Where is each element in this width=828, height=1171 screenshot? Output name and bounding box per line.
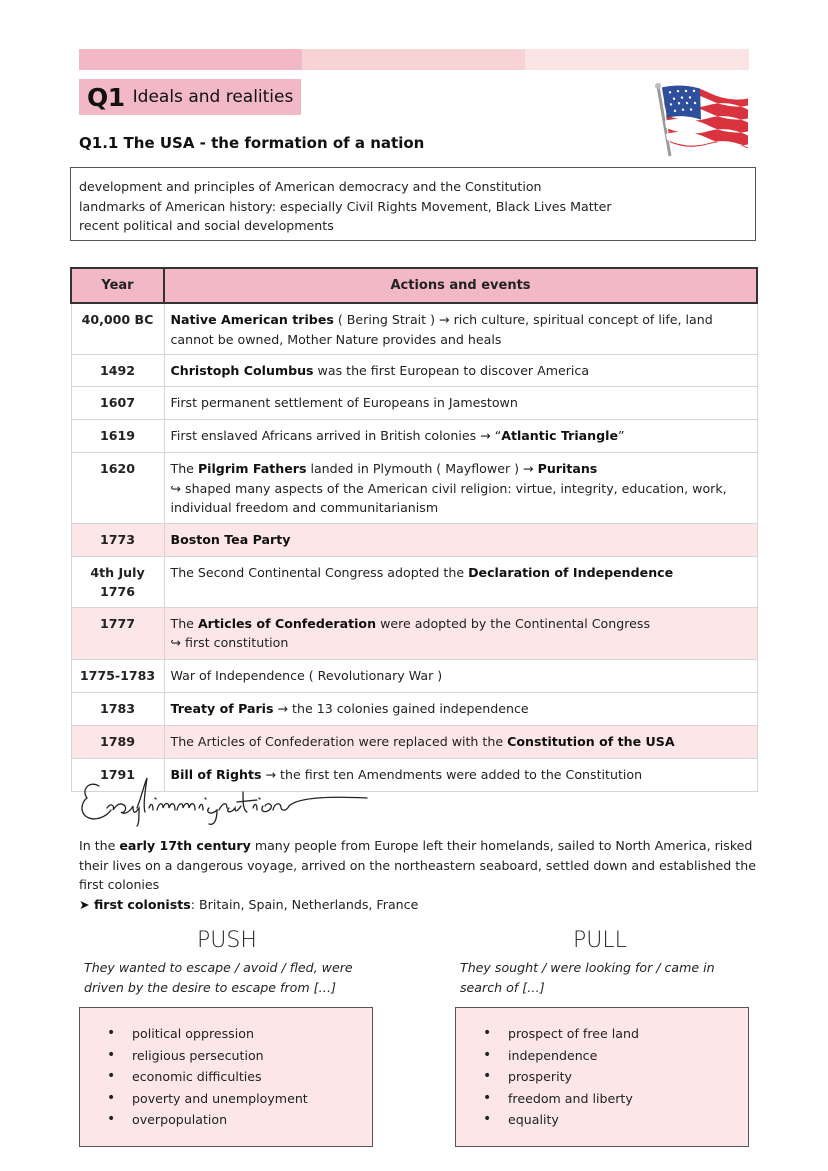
row-event [164,725,757,758]
table-row [71,725,757,758]
row-year: 1777 [71,607,164,659]
table-row [71,607,757,659]
column-header-year: Year [71,268,164,303]
intro-bold: early 17th century [119,838,251,853]
event-bold: Treaty of Paris [170,700,274,716]
event-text: → the first ten Amendments were added to the Constitution [261,766,643,782]
pull-factors-box [455,1007,749,1147]
row-event [164,453,757,524]
push-title: PUSH [197,928,257,953]
list-item: • political oppression [80,1023,372,1045]
table-row [71,387,757,420]
row-year: 1783 [71,692,164,725]
pull-title: PULL [573,928,627,953]
event-text: ↪ shaped many aspects of the American civil religion: virtue, integrity, education, work, individual freedom and communitarianism [170,480,727,515]
row-event [164,303,757,355]
table-row [71,659,757,692]
topic-item: landmarks of American history: especially Civil Rights Movement, Black Lives Matter [79,198,612,214]
row-event [164,659,757,692]
list-item: • religious persecution [80,1045,372,1067]
push-factors-list [80,1008,372,1131]
list-item: • equality [456,1109,748,1131]
pull-factors-list [456,1008,748,1131]
event-bold: Atlantic Triangle [501,428,619,443]
row-year: 1775-1783 [71,659,164,692]
list-item: • prosperity [456,1066,748,1088]
table-row [71,453,757,524]
row-year: 4th July 1776 [71,556,164,607]
question-number: Q1 [87,82,125,112]
row-event [164,355,757,387]
intro-text: many people from Europe left their homelands, sailed to North America, risked their lives on a dangerous voyage, arrived on the northeastern seaboard, settled down and established the first colonies [79,838,756,892]
row-year: 1620 [71,453,164,524]
us-flag-icon [648,80,752,160]
early-immigration-heading [77,772,377,828]
immigration-intro [79,836,759,914]
row-year: 1619 [71,420,164,453]
colonists-text: : Britain, Spain, Netherlands, France [190,896,419,912]
topic-item: development and principles of American democracy and the Constitution [79,179,542,194]
section-subtitle: Q1.1 The USA - the formation of a nation [79,134,425,152]
row-event [164,420,757,453]
row-event [164,387,757,420]
row-year: 1773 [71,523,164,556]
list-item: • economic difficulties [80,1066,372,1088]
push-subtitle: They wanted to escape / avoid / fled, were driven by the desire to escape from […] [84,960,353,995]
event-text: First permanent settlement of Europeans in Jamestown [170,395,518,410]
event-text: ” [618,428,625,443]
event-text: were adopted by the Continental Congress [376,615,651,631]
topic-item: recent political and social developments [79,218,334,233]
row-year: 1791 [71,758,164,791]
event-text: The Articles of Confederation were replaced with the [170,733,508,749]
row-event [164,692,757,725]
row-event [164,607,757,659]
table-row [71,523,757,556]
table-row [71,556,757,607]
header-bar-segment-3 [525,49,749,70]
event-bold: Native American tribes [170,312,334,327]
list-item: • freedom and liberty [456,1088,748,1110]
row-year: 40,000 BC [71,303,164,355]
first-colonists-line [79,895,759,915]
arrow-icon: ➤ [79,896,94,912]
event-bold: Puritans [537,461,598,476]
list-item: • overpopulation [80,1109,372,1131]
event-text: The [170,615,198,631]
event-bold: Christoph Columbus [170,363,314,378]
table-row [71,420,757,453]
timeline-table [70,267,758,792]
event-text: War of Independence ( Revolutionary War ) [170,667,443,683]
event-text: landed in Plymouth ( Mayflower ) → [306,461,538,476]
event-bold: Boston Tea Party [170,531,291,547]
event-text: The [170,461,198,476]
list-item: • independence [456,1045,748,1067]
row-year: 1607 [71,387,164,420]
event-text: → the 13 colonies gained independence [273,700,529,716]
row-event [164,556,757,607]
header-bar-segment-2 [302,49,525,70]
list-item: • poverty and unemployment [80,1088,372,1110]
table-header-row [71,268,757,303]
event-text: was the first European to discover America [313,363,590,378]
list-item: • prospect of free land [456,1023,748,1045]
event-bold: Bill of Rights [170,766,262,782]
row-year: 1789 [71,725,164,758]
event-text: ↪ first constitution [170,635,289,650]
column-header-events: Actions and events [164,268,757,303]
event-bold: Declaration of Independence [468,564,674,580]
event-bold: Pilgrim Fathers [197,461,307,476]
intro-paragraph [79,836,759,895]
table-row [71,303,757,355]
row-year: 1492 [71,355,164,387]
topics-box [70,167,756,241]
event-bold: Articles of Confederation [197,615,377,631]
question-title-text: Ideals and realities [132,87,294,107]
table-row [71,692,757,725]
event-text: ( Bering Strait ) → rich culture, spiritual concept of life, land cannot be owned, Mother Nature provides and heals [170,312,713,347]
intro-text: In the [79,838,120,853]
push-factors-box [79,1007,373,1147]
event-bold: Constitution of the USA [507,733,675,749]
event-text: The Second Continental Congress adopted the [170,564,469,580]
pull-subtitle: They sought / were looking for / came in search of […] [460,960,715,995]
event-text: First enslaved Africans arrived in British colonies → “ [170,428,502,443]
colonists-label: first colonists [93,896,191,912]
row-event [164,523,757,556]
header-bar-segment-1 [79,49,302,70]
table-row [71,355,757,387]
question-title [79,79,301,115]
